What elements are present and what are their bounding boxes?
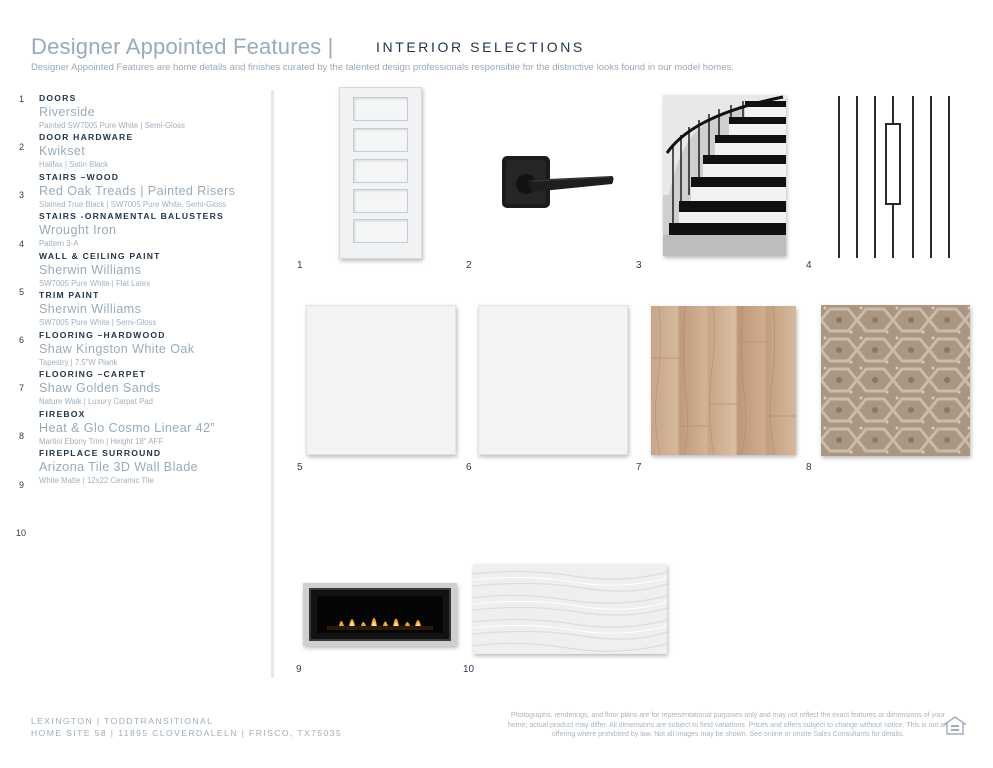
selection-category: FLOORING –HARDWOOD <box>39 330 166 340</box>
equal-housing-icon <box>944 716 966 736</box>
item-number-2: 2 <box>19 142 25 152</box>
door-panel <box>353 159 408 183</box>
item-number-8: 8 <box>19 431 25 441</box>
column-divider <box>271 90 274 678</box>
item-number-6: 6 <box>19 335 25 345</box>
item-number-3: 3 <box>19 190 25 200</box>
flame-icon <box>317 596 443 633</box>
footer-plan-name: LEXINGTON | TODDTRANSITIONAL <box>31 716 214 726</box>
tile-wave-pattern <box>473 564 667 654</box>
image-label-7: 7 <box>636 462 642 473</box>
selection-name: Kwikset <box>39 144 86 158</box>
selection-wall-ceiling-paint <box>39 251 269 289</box>
image-label-8: 8 <box>806 462 812 473</box>
item-number-4: 4 <box>19 239 25 249</box>
door-lever-swatch <box>498 150 618 212</box>
selection-name: Shaw Kingston White Oak <box>39 342 195 356</box>
door-panel <box>353 97 408 121</box>
page-subtitle: Designer Appointed Features are home details and finishes curated by the talented design professionals responsible for the distinctive looks found in our model homes. <box>31 62 734 73</box>
selection-name: Sherwin Williams <box>39 263 142 277</box>
selection-detail: Halifax | Satin Black <box>39 160 109 169</box>
item-number-5: 5 <box>19 287 25 297</box>
carpet-pattern <box>821 305 970 456</box>
door-panel <box>353 128 408 152</box>
wood-grain <box>651 306 796 455</box>
image-label-4: 4 <box>806 260 812 271</box>
selection-flooring-carpet <box>39 369 269 407</box>
stairs-swatch <box>663 95 786 256</box>
selection-firebox <box>39 409 269 447</box>
selection-name: Wrought Iron <box>39 223 117 237</box>
selection-category: STAIRS -ORNAMENTAL BALUSTERS <box>39 211 224 221</box>
footer-address: HOME SITE 58 | 11895 CLOVERDALELN | FRISCO, TX75035 <box>31 728 343 738</box>
image-label-1: 1 <box>297 260 303 271</box>
selection-name: Riverside <box>39 105 96 119</box>
selection-stairs-balusters <box>39 211 269 249</box>
selection-detail: Tapestry | 7.5"W Plank <box>39 358 118 367</box>
stairs-photo <box>663 95 786 256</box>
image-label-9: 9 <box>296 664 302 675</box>
trim-paint-swatch <box>478 305 628 455</box>
selection-flooring-hardwood <box>39 330 269 368</box>
section-title: INTERIOR SELECTIONS <box>376 39 585 55</box>
image-label-3: 3 <box>636 260 642 271</box>
selection-category: DOORS <box>39 93 77 103</box>
item-number-10: 10 <box>16 528 27 538</box>
selection-category: FIREBOX <box>39 409 86 419</box>
selection-detail: SW7005 Pure White | Flat Latex <box>39 279 151 288</box>
selection-name: Arizona Tile 3D Wall Blade <box>39 460 199 474</box>
image-label-2: 2 <box>466 260 472 271</box>
selection-category: WALL & CEILING PAINT <box>39 251 161 261</box>
selection-detail: Martini Ebony Trim | Height 18" AFF <box>39 437 163 446</box>
page-title: Designer Appointed Features | <box>31 34 334 59</box>
selection-detail: SW7005 Pure White | Semi-Gloss <box>39 318 157 327</box>
door-panel <box>353 219 408 243</box>
selection-category: FLOORING –CARPET <box>39 369 147 379</box>
selection-detail: Painted SW7005 Pure White | Semi-Gloss <box>39 121 185 130</box>
hardwood-swatch <box>651 306 796 455</box>
image-label-6: 6 <box>466 462 472 473</box>
carpet-swatch <box>821 305 970 456</box>
item-number-9: 9 <box>19 480 25 490</box>
selection-fireplace-surround <box>39 448 269 486</box>
baluster-swatch <box>833 94 955 260</box>
firebox-interior <box>317 596 443 633</box>
selection-name: Sherwin Williams <box>39 302 142 316</box>
selection-detail: Nature Walk | Luxury Carpet Pad <box>39 397 153 406</box>
image-label-5: 5 <box>297 462 303 473</box>
door-panel <box>353 189 408 213</box>
firebox-swatch <box>303 583 457 646</box>
selection-name: Heat & Glo Cosmo Linear 42” <box>39 421 215 435</box>
selection-category: STAIRS –WOOD <box>39 172 120 182</box>
selection-name: Red Oak Treads | Painted Risers <box>39 184 236 198</box>
selection-category: TRIM PAINT <box>39 290 100 300</box>
item-number-1: 1 <box>19 94 25 104</box>
selection-doors <box>39 93 269 131</box>
selection-detail: Pattern 3-A <box>39 239 79 248</box>
firebox-trim <box>309 588 451 641</box>
wall-tile-swatch <box>473 564 667 654</box>
footer-disclaimer: Photographs, renderings, and floor plans are for representational purposes only and may not reflect the exact features or dimensions of your home; actual product may differ. All dimensions are subject to field variations. Prices and offers subject to change without notice. This is not an offering where prohibited by law. Not all images may be shown. See online or onsite Sales Consultants for details. <box>507 712 949 738</box>
selection-name: Shaw Golden Sands <box>39 381 161 395</box>
selection-category: FIREPLACE SURROUND <box>39 448 162 458</box>
wall-paint-swatch <box>306 305 456 455</box>
image-label-10: 10 <box>463 664 475 675</box>
selection-category: DOOR HARDWARE <box>39 132 134 142</box>
selection-detail: Stained True Black | SW7005 Pure White, Semi-Gloss <box>39 200 227 209</box>
selection-detail: White Matte | 12x22 Ceramic Tile <box>39 476 154 485</box>
selection-trim-paint <box>39 290 269 328</box>
item-number-7: 7 <box>19 383 25 393</box>
selection-door-hardware <box>39 132 269 170</box>
selection-stairs-wood <box>39 172 269 210</box>
door-swatch <box>339 87 422 259</box>
